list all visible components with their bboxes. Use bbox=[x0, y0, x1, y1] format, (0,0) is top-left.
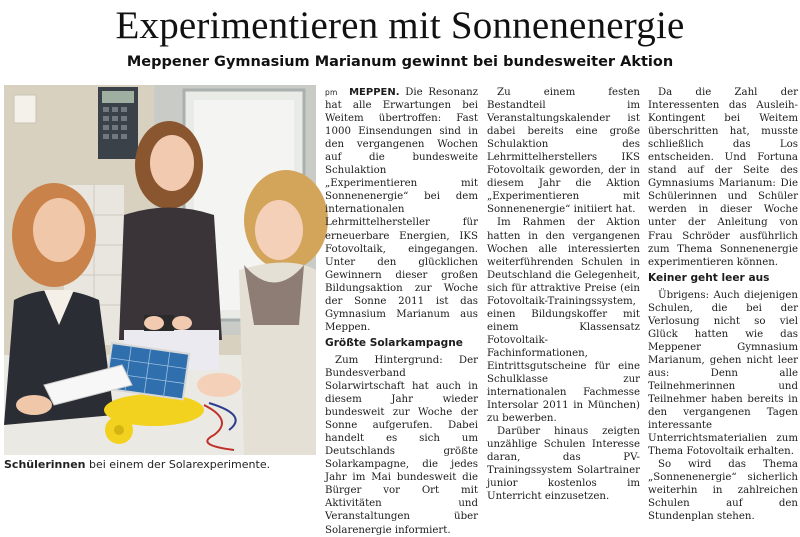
column-3-paragraph-3: So wird das Thema „Sonnenenergie“ sicherlich weiterhin in zahlreichen Schulen auf den Stundenplan stehen. bbox=[648, 459, 798, 523]
caption-bold: Schülerinnen bbox=[4, 458, 86, 471]
article-subheadline: Meppener Gymnasium Marianum gewinnt bei bundesweiter Aktion bbox=[126, 54, 674, 70]
dateline-source: pm bbox=[325, 88, 338, 97]
section-heading-solarkampagne: Größte Solarkampagne bbox=[325, 336, 463, 349]
article-photo bbox=[4, 85, 316, 455]
article-column-3 bbox=[648, 86, 798, 523]
article-headline: Experimentieren mit Sonnenenergie bbox=[115, 4, 685, 47]
column-2-paragraph-1: Zu einem festen Bestandteil im Veranstaltungskalender ist dabei bereits eine große Schulaktion des Lehrmittelherstellers IKS Fotovoltaik geworden, der in diesem Jahr die Aktion „Experimentieren mit Sonnenenergie“ initiiert hat. bbox=[487, 87, 640, 216]
dateline-city: MEPPEN. bbox=[349, 87, 400, 98]
column-3-paragraph-2: Übrigens: Auch diejenigen Schulen, die bei der Verlosung nicht so viel Glück hatten wie das Meppener Gymnasium Marianum, gehen nicht leer aus: Denn alle Teilnehmerinnen und Teilnehmer haben bereits in den vergangenen Tagen interessante Unterrichtsmaterialien zum Thema Fotovoltaik erhalten. bbox=[648, 289, 798, 458]
column-1-paragraph-1: Die Resonanz hat alle Erwartungen bei Weitem übertroffen: Fast 1000 Einsendungen sind in den vergangenen Wochen auf die bundesweite Schulaktion „Experimentieren mit Sonnenenergie“ bei dem internationalen Lehrmittelhersteller für erneuerbare Energien, IKS Fotovoltaik, eingegangen. Unter den glücklichen Gewinnern dieser großen Bildungsaktion zur Woche der Sonne 2011 ist das Gymnasium Marianum aus Meppen. bbox=[325, 87, 479, 333]
photo-caption bbox=[4, 458, 322, 472]
column-3-paragraph-1: Da die Zahl der Interessenten das Ausleih-Kontingent bei Weitem überschritten hat, musste schließlich das Los entscheiden. Und Fortuna stand auf der Seite des Gymnasiums Marianum: Die Schülerinnen und Schüler werden in dieser Woche unter der Anleitung von Frau Schröder ausführlich zum Thema Sonnenenergie experimentieren können. bbox=[648, 87, 798, 268]
photo-illustration bbox=[4, 85, 316, 455]
column-2-paragraph-3: Darüber hinaus zeigten unzählige Schulen Interesse daran, das PV-Trainingssystem Solartrainer junior kostenlos im Unterricht einzusetzen. bbox=[487, 426, 640, 503]
section-heading-keiner-geht-leer-aus: Keiner geht leer aus bbox=[648, 271, 770, 284]
article-column-2 bbox=[487, 86, 640, 503]
caption-text: bei einem der Solarexperimente. bbox=[85, 458, 271, 471]
article-column-1 bbox=[325, 86, 479, 536]
column-2-paragraph-2: Im Rahmen der Aktion hatten in den vergangenen Wochen alle interessierten weiterführenden Schulen in Deutschland die Gelegenheit, sich für attraktive Preise (ein Fotovoltaik-Trainingssystem, einen Bildungskoffer mit einem Klassensatz Fotovoltaik-Fachinformationen, Eintrittsgutscheine für eine Schulklasse zur internationalen Fachmesse Intersolar 2011 in München) zu bewerben. bbox=[487, 217, 640, 425]
column-1-paragraph-2: Zum Hintergrund: Der Bundesverband Solarwirtschaft hat auch in diesem Jahr wieder bundesweit zur Woche der Sonne aufgerufen. Dabei handelt es sich um Deutschlands größte Solarkampagne, die jedes Jahr im Mai bundesweit die Bürger vor Ort mit Aktivitäten und Veranstaltungen über Solarenergie informiert. bbox=[325, 354, 478, 536]
